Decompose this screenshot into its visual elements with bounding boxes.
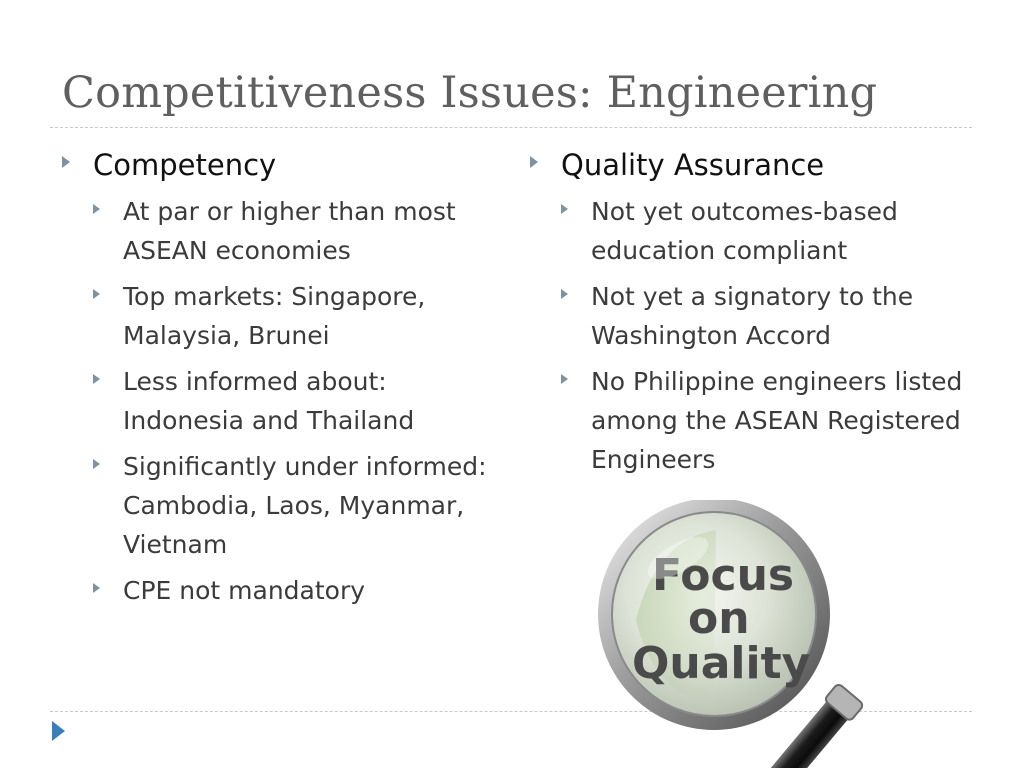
quality-assurance-list <box>561 192 970 479</box>
list-item-text: At par or higher than most ASEAN economies <box>123 197 456 265</box>
list-item <box>93 277 502 355</box>
lens-text-on: on <box>688 593 750 644</box>
competency-heading: Competency <box>93 148 277 182</box>
list-item <box>561 362 970 479</box>
competency-column <box>62 144 502 617</box>
focus-on-quality-magnifier-image <box>596 500 1024 768</box>
competency-list <box>93 192 502 610</box>
list-item-text: Top markets: Singapore, Malaysia, Brunei <box>123 282 426 350</box>
triangle-bullet-icon <box>561 192 591 214</box>
competency-heading-item <box>62 144 502 186</box>
list-item <box>93 571 502 610</box>
triangle-bullet-icon <box>93 362 123 384</box>
title-divider <box>50 127 972 128</box>
list-item-text: Significantly under informed: Cambodia, Laos, Myanmar, Vietnam <box>123 452 487 559</box>
lens-text-quality: Quality <box>632 638 811 689</box>
triangle-bullet-icon <box>561 362 591 384</box>
play-arrow-icon[interactable] <box>52 721 65 741</box>
list-item-text: Not yet outcomes-based education compliant <box>591 197 898 265</box>
list-item <box>93 447 502 564</box>
quality-assurance-column <box>530 144 970 486</box>
triangle-bullet-icon <box>530 144 561 168</box>
slide-title: Competitiveness Issues: Engineering <box>62 68 878 118</box>
lens-text-focus: Focus <box>652 550 795 601</box>
list-item-text: No Philippine engineers listed among the ASEAN Registered Engineers <box>591 367 963 474</box>
list-item <box>561 192 970 270</box>
quality-assurance-heading-item <box>530 144 970 186</box>
list-item <box>561 277 970 355</box>
triangle-bullet-icon <box>561 277 591 299</box>
list-item-text: CPE not mandatory <box>123 576 366 605</box>
triangle-bullet-icon <box>93 277 123 299</box>
list-item <box>93 362 502 440</box>
quality-assurance-heading: Quality Assurance <box>561 148 825 182</box>
list-item-text: Less informed about: Indonesia and Thailand <box>123 367 415 435</box>
triangle-bullet-icon <box>93 447 123 469</box>
triangle-bullet-icon <box>93 571 123 593</box>
list-item <box>93 192 502 270</box>
triangle-bullet-icon <box>62 144 93 168</box>
triangle-bullet-icon <box>93 192 123 214</box>
list-item-text: Not yet a signatory to the Washington Accord <box>591 282 914 350</box>
